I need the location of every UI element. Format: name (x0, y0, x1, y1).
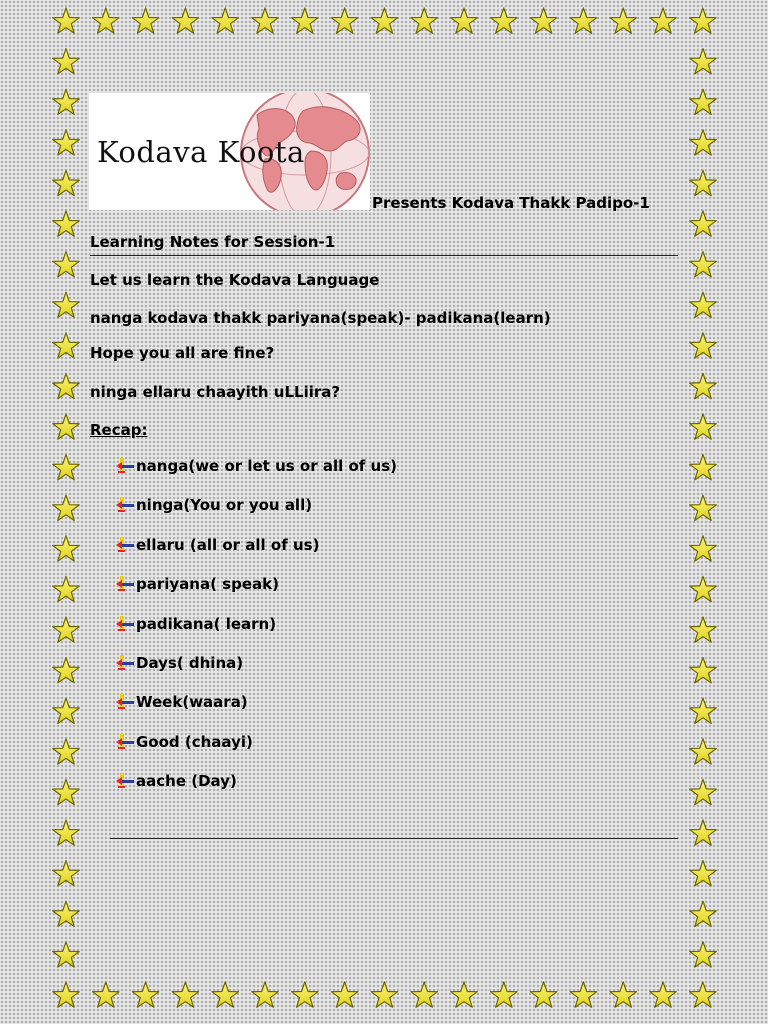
recap-list (115, 457, 397, 812)
pointer-bullet-icon (115, 457, 135, 475)
list-item-label: Week(waara) (136, 693, 248, 712)
list-item (115, 654, 397, 693)
recap-label: Recap: (90, 421, 148, 439)
list-item-label: Good (chaayi) (136, 732, 253, 751)
pointer-bullet-icon (115, 615, 135, 633)
pointer-bullet-icon (115, 772, 135, 790)
list-item (115, 457, 397, 496)
list-item-label: pariyana( speak) (136, 575, 279, 594)
list-item-label: ninga(You or you all) (136, 496, 313, 515)
pointer-bullet-icon (115, 733, 135, 751)
list-item-label: ellaru (all or all of us) (136, 535, 320, 554)
question-english: Hope you all are fine? (90, 344, 275, 362)
list-item (115, 536, 397, 575)
intro-line: Let us learn the Kodava Language (90, 271, 380, 289)
kodava-koota-logo (89, 93, 370, 210)
list-item (115, 693, 397, 732)
list-item (115, 575, 397, 614)
list-item-label: nanga(we or let us or all of us) (136, 457, 397, 475)
pointer-bullet-icon (115, 693, 135, 711)
list-item (115, 772, 397, 811)
list-item (115, 615, 397, 654)
title-divider (90, 255, 678, 256)
pointer-bullet-icon (115, 575, 135, 593)
pointer-bullet-icon (115, 496, 135, 514)
pointer-bullet-icon (115, 536, 135, 554)
list-item-label: padikana( learn) (136, 614, 277, 633)
list-item (115, 733, 397, 772)
list-item (115, 496, 397, 535)
list-item-label: aache (Day) (136, 772, 237, 791)
presents-heading: Presents Kodava Thakk Padipo-1 (372, 194, 650, 212)
list-item-label: Days( dhina) (136, 653, 244, 672)
phrase-line: nanga kodava thakk pariyana(speak)- padikana(learn) (90, 309, 551, 327)
notes-title: Learning Notes for Session-1 (90, 233, 336, 251)
pointer-bullet-icon (115, 654, 135, 672)
bottom-divider (110, 838, 678, 839)
logo-brand-text: Kodava Koota (97, 135, 305, 169)
question-kodava: ninga ellaru chaayith uLLiira? (90, 383, 341, 401)
